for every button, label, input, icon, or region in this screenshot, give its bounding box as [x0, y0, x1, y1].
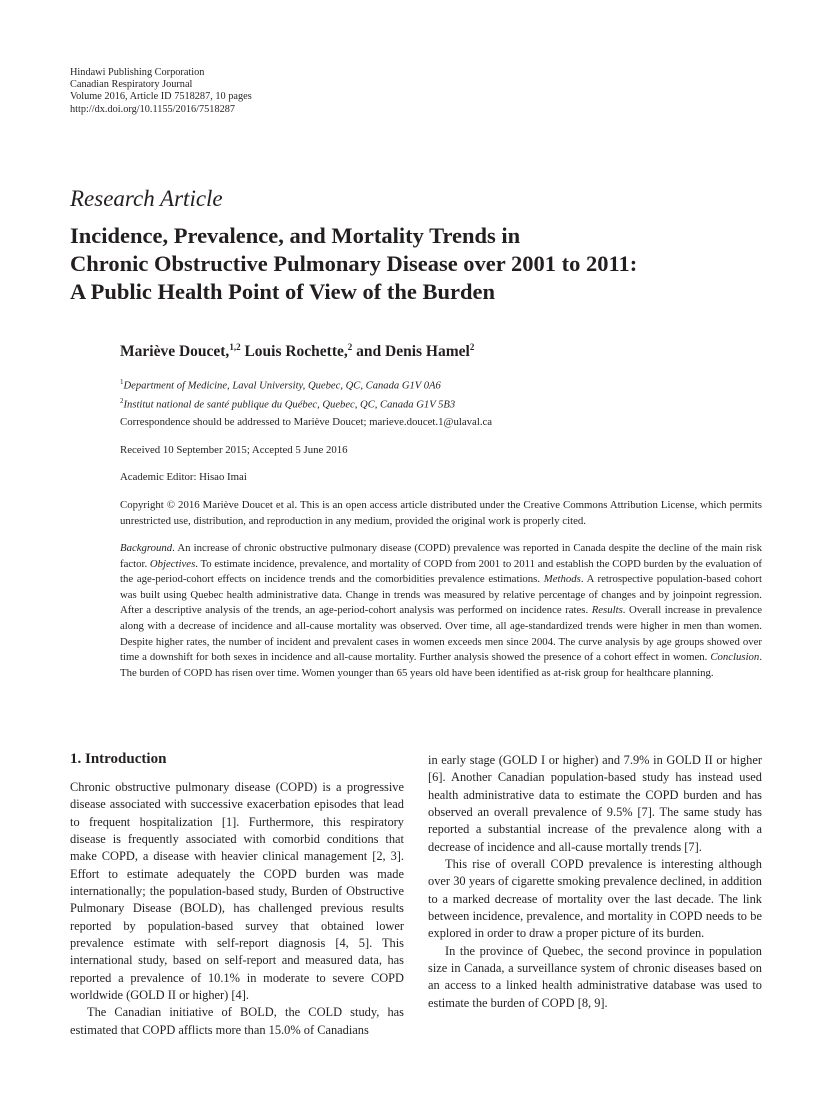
author-affiliation-mark: 1,2: [229, 342, 241, 352]
affiliation-mark: 1: [120, 378, 124, 386]
abstract-text: . The burden of COPD has risen over time. Women younger than 65 years old have been identified as at-risk group for healthcare planning.: [120, 651, 762, 679]
abstract-label: Conclusion: [710, 651, 760, 664]
abstract-label: Results: [591, 604, 623, 617]
affiliations: [120, 375, 455, 413]
academic-editor: Academic Editor: Hisao Imai: [120, 471, 247, 483]
paragraph: This rise of overall COPD prevalence is interesting although over 30 years of cigarette smoking prevalence declined, in addition to a marked decrease of mortality over the last decade. The link between incidence, prevalence, and mortality in COPD needs to be explored in order to draw a proper picture of its burden.: [428, 857, 762, 941]
author-name: and Denis Hamel: [356, 343, 470, 361]
section-heading: 1. Introduction: [70, 751, 167, 767]
paragraph: The Canadian initiative of BOLD, the COLD study, has estimated that COPD afflicts more than 15.0% of Canadians: [70, 1005, 404, 1037]
affiliation: [120, 394, 455, 413]
paragraph: In the province of Quebec, the second province in population size in Canada, a surveillance system of chronic diseases based on an access to a linked health administrative database was used to estimate the burden of COPD [8, 9].: [428, 943, 762, 1010]
journal-header: [70, 67, 252, 116]
volume-info: Volume 2016, Article ID 7518287, 10 pages: [70, 91, 252, 103]
title-line: Incidence, Prevalence, and Mortality Trends in: [70, 223, 521, 248]
article-type: Research Article: [70, 186, 223, 211]
abstract-text: . An increase of chronic obstructive pulmonary disease (COPD) prevalence was reported in Canada despite the decline of the main risk factor.: [120, 542, 762, 570]
affiliation-mark: 2: [120, 397, 124, 406]
article-title: [70, 222, 790, 306]
title-line: A Public Health Point of View of the Burden: [70, 279, 496, 304]
received-dates: Received 10 September 2015; Accepted 5 June 2016: [120, 444, 348, 456]
affiliation-text: Department of Medicine, Laval University, Quebec, QC, Canada G1V 0A6: [123, 380, 441, 392]
abstract-text: . Overall increase in prevalence along with a decrease of incidence and all-cause mortality was observed. Over time, all age-standardized trends were higher in men than women. Despite higher rates, the number of incident and prevalent cases in women exceeds men since 2004. The curve analysis by age groups showed over time a downshift for both sexes in incidence and all-cause mortality. Further analysis showed the presence of a cohort effect in women.: [120, 604, 762, 664]
left-column: [70, 779, 404, 1039]
affiliation: [120, 375, 455, 394]
title-line: Chronic Obstructive Pulmonary Disease over 2001 to 2011:: [70, 251, 638, 276]
abstract-label: Background: [120, 542, 173, 554]
abstract-label: Objectives: [149, 557, 196, 570]
journal-name: Canadian Respiratory Journal: [70, 79, 193, 91]
right-column: [428, 752, 762, 1012]
author-affiliation-mark: 2: [469, 342, 475, 352]
abstract-label: Methods: [543, 573, 581, 586]
copyright-notice: Copyright © 2016 Mariève Doucet et al. This is an open access article distributed under the Creative Commons Attribution License, which permits unrestricted use, distribution, and reproduction in any medium, provided the original work is properly cited.: [120, 499, 762, 527]
doi-link[interactable]: http://dx.doi.org/10.1155/2016/7518287: [70, 103, 236, 115]
author-name: Mariève Doucet,: [120, 343, 230, 361]
paragraph: Chronic obstructive pulmonary disease (COPD) is a progressive disease associated with successive exacerbation episodes that lead to frequent hospitalization [1]. Furthermore, this respiratory disease is frequently associated with comorbid conditions that make COPD, a disease with heavier clinical management [2, 3]. Effort to estimate adequately the COPD burden was made internationally; the population-based study, Burden of Obstructive Pulmonary Disease (BOLD), has challenged previous results reported by population-based survey that obtained lower prevalence estimate with self-report diagnosis [4, 5]. This international study, based on self-report and measured data, has reported a prevalence of 10.1% in moderate to severe COPD worldwide (GOLD II or higher) [4].: [70, 780, 404, 1003]
author-name: Louis Rochette,: [244, 343, 348, 361]
correspondence: Correspondence should be addressed to Mariève Doucet; marieve.doucet.1@ulaval.ca: [120, 416, 493, 428]
author-affiliation-mark: 2: [347, 342, 353, 352]
publisher: Hindawi Publishing Corporation: [70, 67, 205, 78]
affiliation-text: Institut national de santé publique du Québec, Quebec, QC, Canada G1V 5B3: [123, 399, 456, 411]
author-list: [120, 342, 474, 361]
abstract-text: . A retrospective population-based cohort was built using Quebec health administrative data. Change in trends was measured by relative percentage of changes and by joinpoint regression. After a descriptive analysis of the trends, an age-period-cohort analysis was performed on incidence rates.: [120, 573, 763, 617]
abstract: [120, 541, 762, 681]
abstract-text: . To estimate incidence, prevalence, and mortality of COPD from 2001 to 2011 and establish the COPD burden by the evaluation of the age-period-cohort effects on incidence trends and the comorbidities prevalence estimations.: [120, 557, 762, 586]
paragraph: in early stage (GOLD I or higher) and 7.9% in GOLD II or higher [6]. Another Canadian population-based study has instead used health administrative data to estimate the COPD burden and has observed an overall prevalence of 9.5% [7]. The same study has reported a substantial increase of the prevalence along with a decrease of incidence and all-cause mortally trends [7].: [428, 753, 762, 854]
